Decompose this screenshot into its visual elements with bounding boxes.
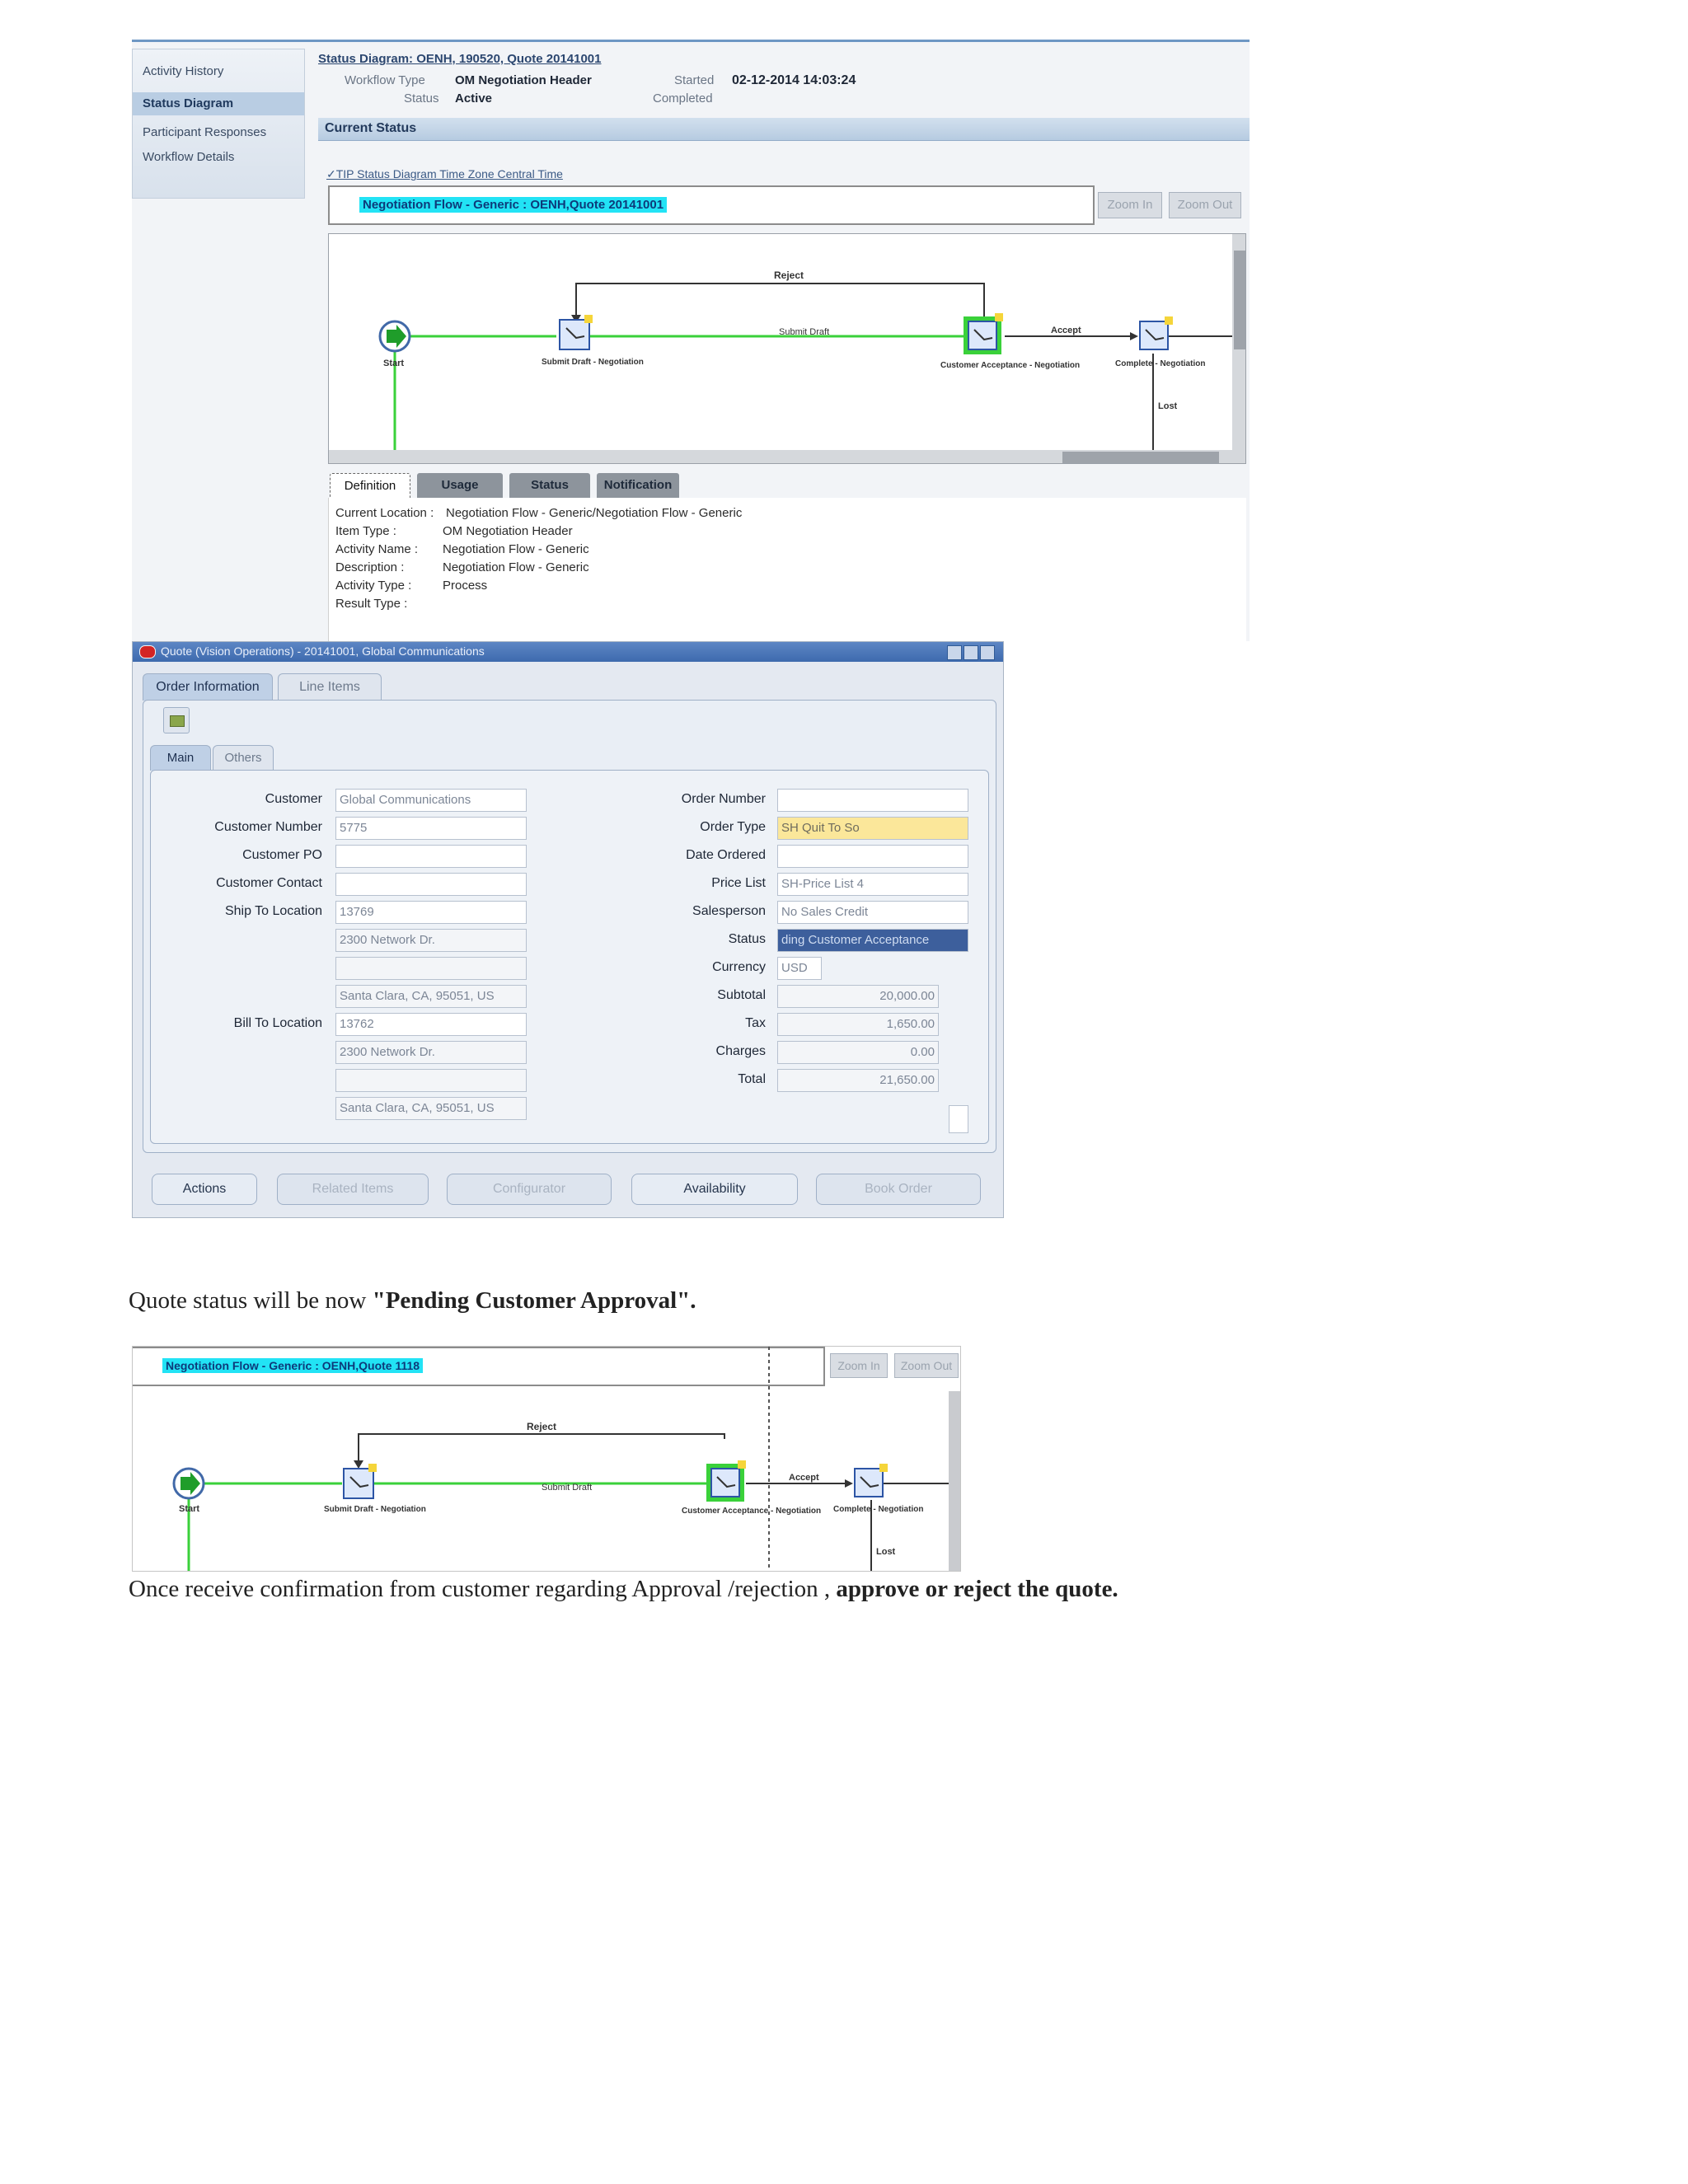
charges-label: Charges: [715, 1044, 766, 1058]
salesperson-field[interactable]: No Sales Credit: [777, 901, 968, 924]
completed-label: Completed: [653, 91, 713, 105]
book-order-button[interactable]: Book Order: [816, 1174, 981, 1205]
reject-label-2: Reject: [527, 1421, 557, 1432]
nav-participant-responses[interactable]: Participant Responses: [143, 125, 267, 139]
def-key: Activity Type :: [335, 579, 412, 593]
customer-po-field[interactable]: [335, 845, 527, 868]
def-value: Process: [443, 579, 488, 593]
availability-button[interactable]: Availability: [631, 1174, 798, 1205]
tip-text: ✓TIP Status Diagram Time Zone Central Time: [326, 167, 563, 180]
zoom-in-button-2[interactable]: Zoom In: [830, 1353, 888, 1378]
date-ordered-field[interactable]: [777, 845, 968, 868]
tab-usage[interactable]: Usage: [417, 473, 503, 498]
ship-address-line2: [335, 957, 527, 980]
subtotal-label: Subtotal: [717, 988, 766, 1002]
tab-order-information[interactable]: Order Information: [143, 673, 273, 701]
started-label: Started: [674, 73, 715, 87]
definition-panel: [328, 498, 1246, 644]
workflow-status-screenshot: [132, 40, 1250, 641]
submit-draft-flag-icon-2: [368, 1464, 377, 1472]
complete-node-icon: [1140, 321, 1168, 349]
quote-window-titlebar: [133, 642, 1003, 662]
quote-form-screenshot: [132, 641, 1004, 1218]
price-list-label: Price List: [711, 876, 766, 890]
started-value: 02-12-2014 14:03:24: [732, 73, 856, 87]
customer-acceptance-node-icon-2: [711, 1469, 739, 1497]
current-status-title: Current Status: [325, 121, 417, 135]
def-value: Negotiation Flow - Generic: [443, 542, 589, 556]
workflow-side-nav: [132, 49, 305, 199]
actions-button[interactable]: Actions: [152, 1174, 257, 1205]
workflow-diagram-2: [133, 1347, 961, 1572]
customer-number-field[interactable]: 5775: [335, 817, 527, 840]
bill-address-line3: Santa Clara, CA, 95051, US: [335, 1097, 527, 1120]
customer-acceptance-flag-icon-2: [738, 1460, 746, 1469]
salesperson-label: Salesperson: [692, 904, 766, 918]
customer-number-label: Customer Number: [214, 820, 322, 834]
zoom-out-button-2[interactable]: Zoom Out: [894, 1353, 959, 1378]
order-number-label: Order Number: [681, 792, 766, 806]
bill-to-label: Bill To Location: [233, 1016, 322, 1030]
customer-acceptance-label-2: Customer Acceptance - Negotiation: [682, 1507, 822, 1516]
customer-po-label: Customer PO: [242, 848, 322, 862]
status-field-label: Status: [728, 932, 766, 946]
def-value: Negotiation Flow - Generic: [443, 560, 589, 574]
customer-field[interactable]: Global Communications: [335, 789, 527, 812]
customer-contact-field[interactable]: [335, 873, 527, 896]
bill-to-field[interactable]: 13762: [335, 1013, 527, 1036]
order-type-field[interactable]: SH Quit To So: [777, 817, 968, 840]
date-ordered-label: Date Ordered: [686, 848, 766, 862]
horizontal-scroll-thumb: [1062, 452, 1219, 463]
second-status-diagram-screenshot: [132, 1346, 961, 1572]
oracle-logo-icon: [139, 645, 156, 658]
quote-window-title: Quote (Vision Operations) - 20141001, Global Communications: [161, 644, 485, 658]
accept-label: Accept: [1051, 326, 1081, 335]
quote-status-paragraph: [129, 1287, 696, 1315]
workflow-diagram: [329, 234, 1246, 464]
maximize-icon[interactable]: [964, 645, 978, 660]
submit-draft-node-icon: [560, 320, 589, 349]
lost-label-2: Lost: [876, 1547, 896, 1557]
order-type-label: Order Type: [700, 820, 766, 834]
status-diagram-canvas[interactable]: [328, 233, 1246, 464]
folder-icon[interactable]: [163, 707, 190, 733]
complete-flag-icon-2: [879, 1464, 888, 1472]
status-label: Status: [404, 91, 439, 105]
def-key: Result Type :: [335, 597, 408, 611]
subtotal-field: 20,000.00: [777, 985, 939, 1008]
nav-status-diagram[interactable]: Status Diagram: [133, 92, 304, 115]
related-items-button[interactable]: Related Items: [277, 1174, 429, 1205]
price-list-field[interactable]: SH-Price List 4: [777, 873, 968, 896]
bill-address-line1: 2300 Network Dr.: [335, 1041, 527, 1064]
minimize-icon[interactable]: [947, 645, 962, 660]
vertical-scrollbar-2: [949, 1391, 961, 1572]
flow-title-box: [328, 185, 1095, 225]
def-key: Activity Name :: [335, 542, 419, 556]
confirmation-paragraph: [129, 1576, 1118, 1603]
accept-arrowhead: [1130, 332, 1138, 340]
current-status-header: [318, 118, 1250, 141]
zoom-out-button[interactable]: Zoom Out: [1169, 192, 1241, 218]
customer-acceptance-label: Customer Acceptance - Negotiation: [940, 361, 1081, 370]
charges-field: 0.00: [777, 1041, 939, 1064]
ship-address-line3: Santa Clara, CA, 95051, US: [335, 985, 527, 1008]
currency-label: Currency: [712, 960, 766, 974]
approve-reject-text: approve or reject the quote.: [836, 1576, 1118, 1602]
status-field[interactable]: ding Customer Acceptance: [777, 929, 968, 952]
reject-edge: [576, 284, 984, 323]
pending-approval-text: "Pending Customer Approval".: [372, 1287, 696, 1314]
tab-line-items[interactable]: Line Items: [278, 673, 382, 701]
lost-label: Lost: [1158, 401, 1178, 411]
tax-label: Tax: [745, 1016, 766, 1030]
submit-draft-edge-label: Submit Draft: [779, 327, 830, 337]
order-number-field[interactable]: [777, 789, 968, 812]
total-field: 21,650.00: [777, 1069, 939, 1092]
ship-address-line1: 2300 Network Dr.: [335, 929, 527, 952]
currency-field[interactable]: USD: [777, 957, 822, 980]
submit-draft-label: Submit Draft - Negotiation: [542, 358, 644, 367]
start-label-2: Start: [179, 1504, 200, 1514]
workflow-type-value: OM Negotiation Header: [455, 73, 592, 87]
vertical-scroll-thumb: [1234, 251, 1245, 349]
tax-field: 1,650.00: [777, 1013, 939, 1036]
def-key: Current Location :: [335, 506, 434, 520]
ship-to-label: Ship To Location: [224, 904, 322, 918]
submit-draft-flag-icon: [584, 315, 593, 323]
zoom-in-button[interactable]: Zoom In: [1098, 192, 1162, 218]
ship-to-field[interactable]: 13769: [335, 901, 527, 924]
bill-address-line2: [335, 1069, 527, 1092]
flow-title: Negotiation Flow - Generic : OENH,Quote 20141001: [359, 197, 667, 213]
complete-node-icon-2: [855, 1469, 883, 1497]
def-key: Item Type :: [335, 524, 396, 538]
submit-draft-label-2: Submit Draft - Negotiation: [324, 1505, 426, 1514]
subtab-main[interactable]: Main: [150, 745, 211, 771]
status-value: Active: [455, 91, 493, 105]
customer-acceptance-flag-icon: [995, 313, 1003, 321]
def-value: OM Negotiation Header: [443, 524, 573, 538]
total-label: Total: [738, 1072, 766, 1086]
start-label: Start: [383, 359, 405, 368]
customer-contact-label: Customer Contact: [216, 876, 322, 890]
subtab-others[interactable]: Others: [213, 745, 274, 771]
diagram-2-background: [133, 1391, 949, 1572]
nav-workflow-details[interactable]: Workflow Details: [143, 150, 235, 164]
status-diagram-title: Status Diagram: OENH, 190520, Quote 20141001: [318, 52, 602, 66]
submit-draft-edge-label-2: Submit Draft: [542, 1483, 593, 1493]
close-icon[interactable]: [980, 645, 995, 660]
tab-definition[interactable]: Definition: [330, 473, 410, 499]
customer-label: Customer: [265, 792, 322, 806]
complete-flag-icon: [1165, 316, 1173, 325]
flow-title-2: Negotiation Flow - Generic : OENH,Quote 1118: [162, 1358, 423, 1373]
complete-label-2: Complete - Negotiation: [833, 1505, 924, 1514]
workflow-type-label: Workflow Type: [345, 73, 425, 87]
confirmation-text: Once receive confirmation from customer regarding Approval /rejection ,: [129, 1576, 837, 1602]
descriptive-flexfield-box[interactable]: [949, 1105, 968, 1133]
def-key: Description :: [335, 560, 405, 574]
configurator-button[interactable]: Configurator: [447, 1174, 612, 1205]
tab-status[interactable]: Status: [509, 473, 590, 498]
complete-label: Complete - Negotiation: [1115, 359, 1206, 368]
accept-label-2: Accept: [789, 1473, 819, 1483]
tab-notification[interactable]: Notification: [597, 473, 679, 498]
nav-activity-history[interactable]: Activity History: [143, 64, 224, 78]
customer-acceptance-node-icon: [968, 321, 996, 349]
reject-label: Reject: [774, 269, 804, 281]
submit-draft-node-icon-2: [344, 1469, 373, 1498]
def-value: Negotiation Flow - Generic/Negotiation Flow - Generic: [446, 506, 743, 520]
quote-status-text: Quote status will be now: [129, 1287, 373, 1314]
